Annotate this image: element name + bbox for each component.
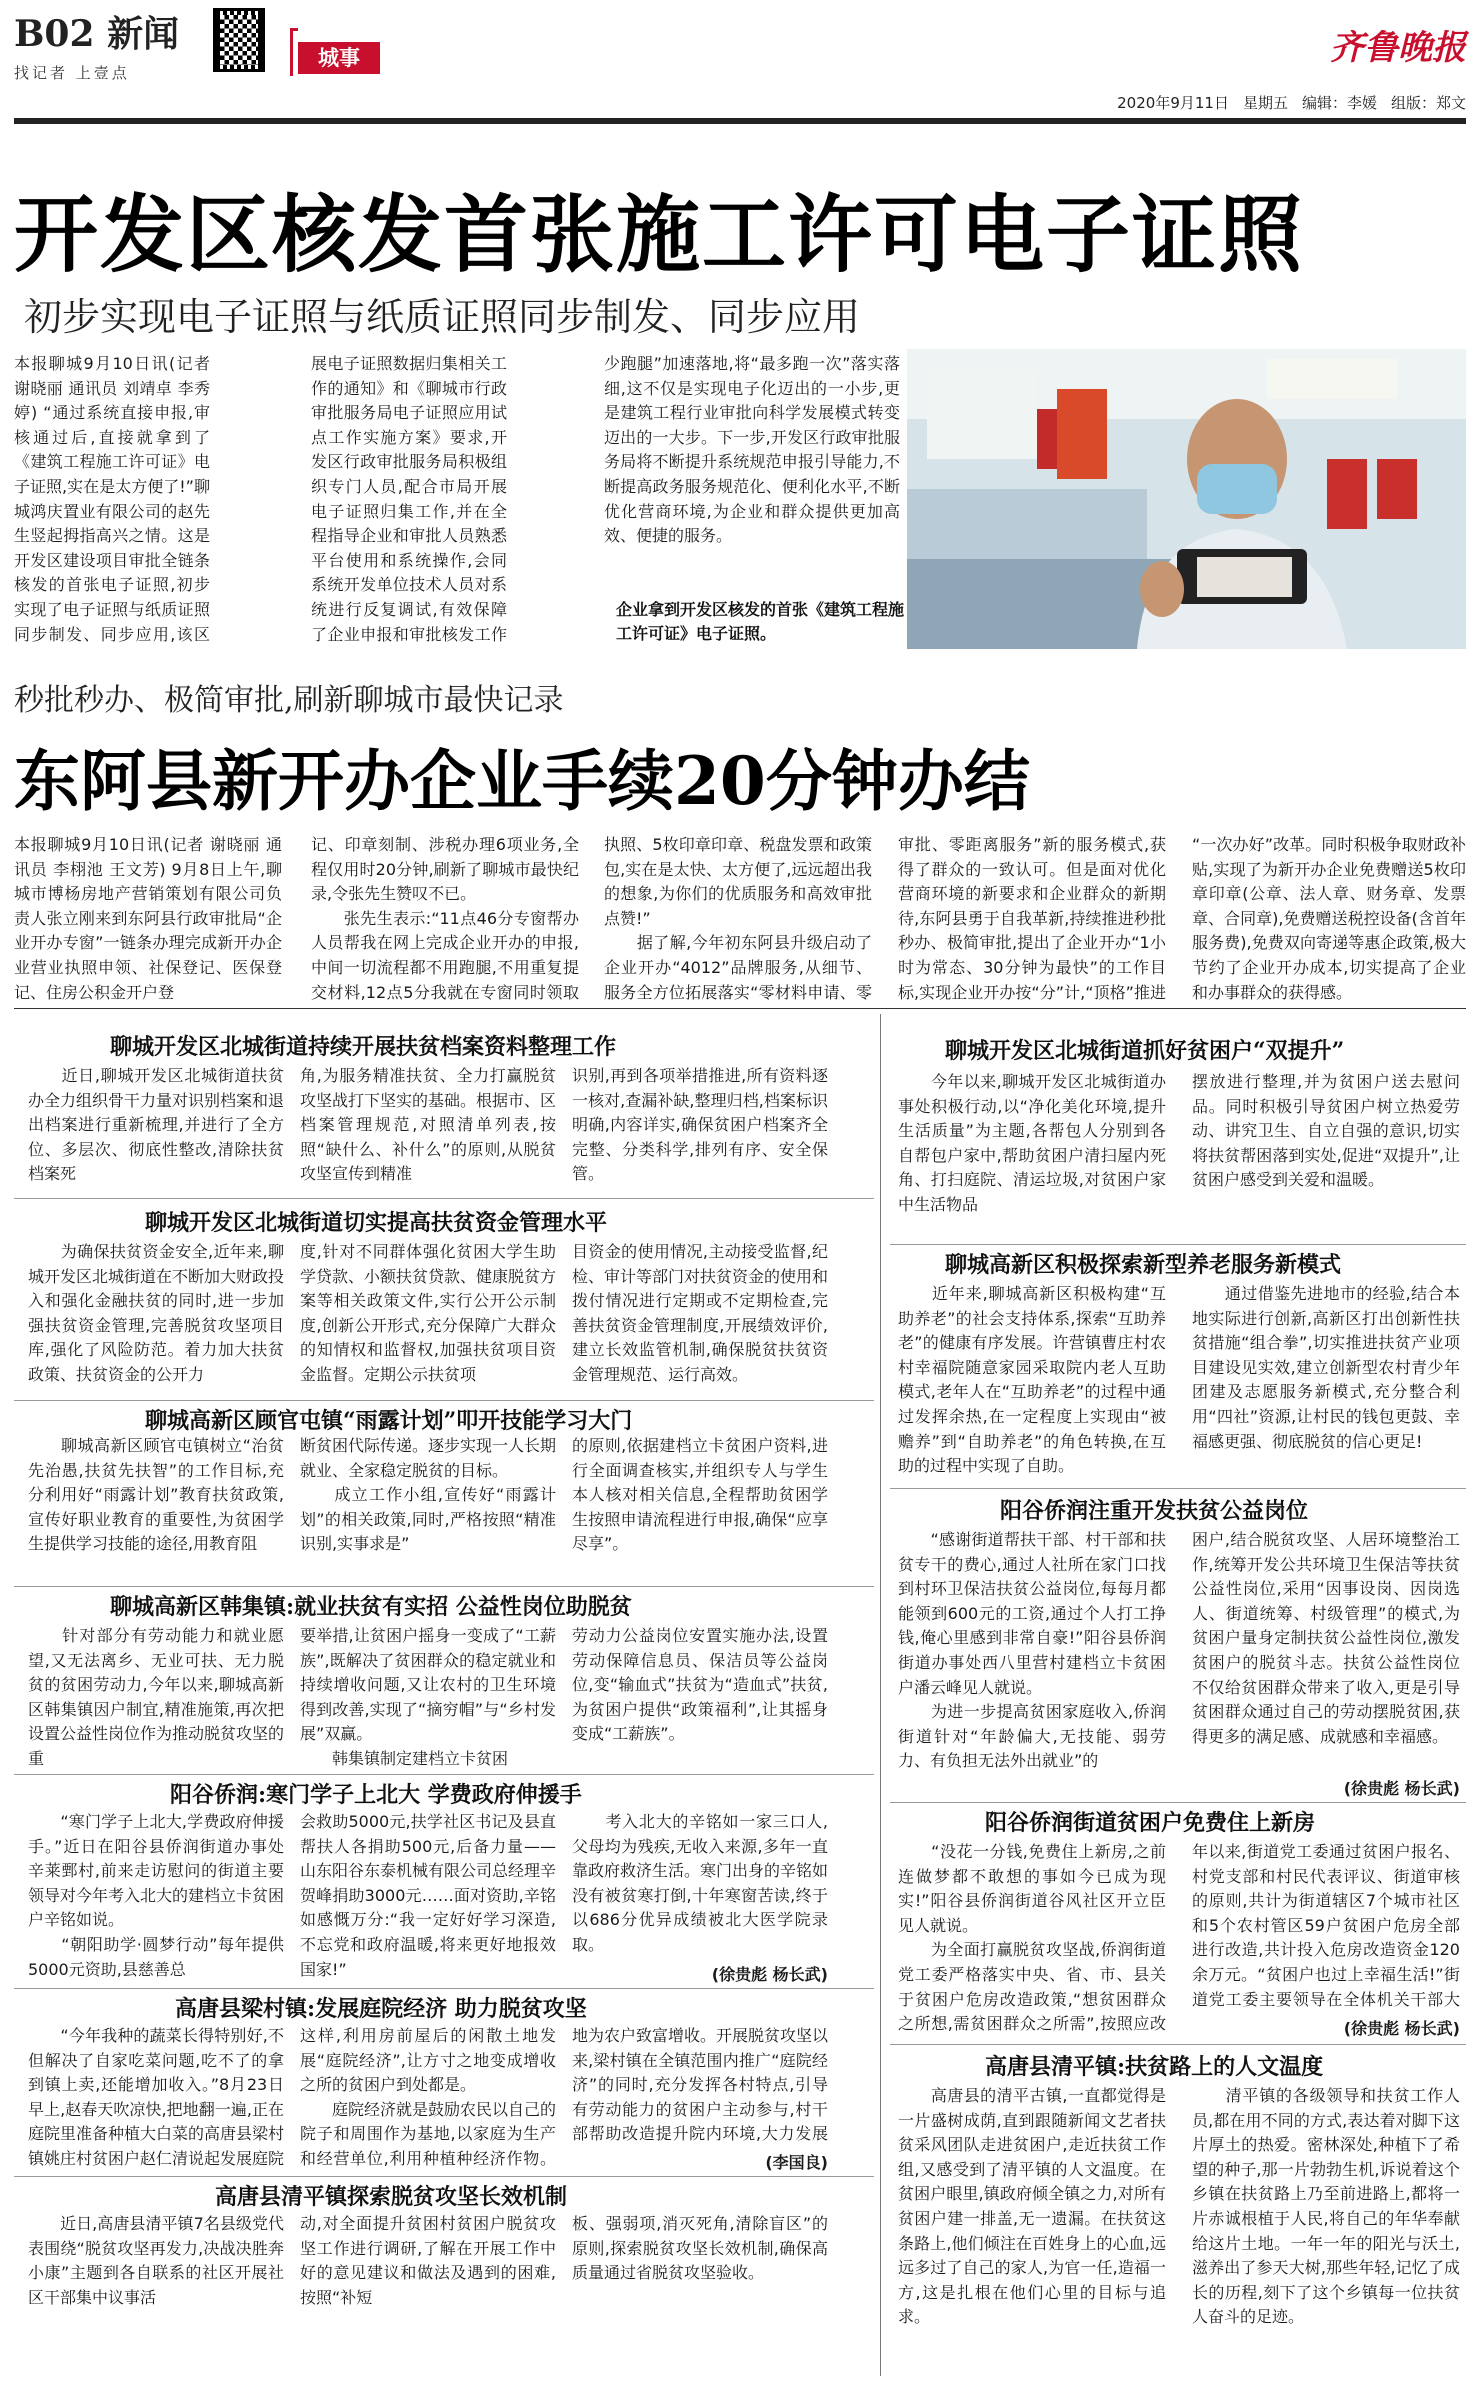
right-item-credit: (徐贵彪 杨长武) (1343, 1779, 1460, 1798)
qr-code[interactable] (213, 8, 265, 72)
byline: 找记者 上壹点 (14, 64, 130, 82)
item-col: 要举措,让贫困户摇身一变成了“工薪族”,既解决了贫困群众的稳定就业和持续增收问题,又让农村的卫生环境得到改善,实现了“摘穷帽”与“乡村发展”双赢。 韩集镇制定建档立卡贫困 (300, 1626, 556, 1768)
section-divider (14, 1008, 1466, 1009)
second-kicker: 秒批秒办、极简审批,刷新聊城市最快记录 (14, 683, 564, 718)
item-divider (14, 1586, 874, 1587)
second-col-5: “一次办好”改革。同时积极争取财政补贴,实现了为新开办企业免费赠送5枚印章印章(公章、法人章、财务章、发票章、合同章),免费赠送税控设备(含首年服务费),免费双向寄递等惠企政策,极大节约了企业开办成本,切实提高了企业和办事群众的获得感。 (1192, 835, 1466, 1002)
right-item-title: 高唐县清平镇:扶贫路上的人文温度 (985, 2054, 1324, 2080)
issue-weekday: 星期五 (1242, 94, 1288, 112)
item-col: 这样,利用房前屋后的闲散土地发展“庭院经济”,让方寸之地变成增收之所的贫困户到处都是。 庭院经济就是鼓励农民以自己的院子和周围作为基地,以家庭为生产和经营单位,利用种植种经济作物。 (300, 2026, 556, 2168)
right-item-col: 近年来,聊城高新区积极构建“互助养老”的社会支持体系,探索“互助养老”的健康有序发展。许营镇曹庄村农村幸福院随意家园采取院内老人互助模式,老年人在“互助养老”的过程中通过发挥余热,在一定程度上实现由“被赡养”到“自助养老”的角色转换,在互助的过程中实现了自助。 (898, 1284, 1166, 1476)
item-credit: (徐贵彪 杨长武) (711, 1965, 828, 1984)
right-item-divider (890, 2044, 1466, 2045)
right-item-col: 年以来,街道党工委通过贫困户报名、村党支部和村民代表评议、街道审核的原则,共计为街道辖区7个城市社区和5个农村管区59户贫困户危房全部进行改造,共计投入危房改造资金120余万元。“贫困户也过上幸福生活!”街道党工委主要领导在全体机关干部大 (1192, 1842, 1460, 2009)
right-item-title: 聊城高新区积极探索新型养老服务新模式 (945, 1252, 1342, 1278)
right-item-col: 今年以来,聊城开发区北城街道办事处积极行动,以“净化美化环境,提升生活质量”为主题,各帮包人分别到各自帮包户家中,帮助贫困户清扫屋内死角、打扫庭院、清运垃圾,对贫困户家中生活物品 (898, 1072, 1166, 1214)
item-col: 动,对全面提升贫困村贫困户脱贫攻坚工作进行调研,了解在开展工作中好的意见建议和做法及遇到的困难,按照“补短 (300, 2214, 556, 2307)
issue-date: 2020年9月11日 (1117, 94, 1229, 112)
right-item-col: “感谢街道帮扶干部、村干部和扶贫专干的费心,通过人社所在家门口找到村环卫保洁扶贫公益岗位,每每月都能领到600元的工资,通过个人打工挣钱,俺心里感到非常自豪!”阳谷县侨润街道办事处西八里营村建档立卡贫困户潘云峰见人就说。 为进一步提高贫困家庭收入,侨润街道针对“年龄偏大,无技能、弱劳力、有负担无法外出就业”的 (898, 1530, 1166, 1771)
item-col: 度,针对不同群体强化贫困大学生助学贷款、小额扶贫贷款、健康脱贫方案等相关政策文件,实行公开公示制度,创新公开形式,充分保障广大群众的知情权和监督权,加强扶贫项目资金监督。定期公示扶贫项 (300, 1242, 556, 1384)
lead-subhead: 初步实现电子证照与纸质证照同步制发、同步应用 (24, 295, 861, 339)
newspaper-logo: 齐鲁晚报 (1330, 28, 1466, 68)
second-col-3: 执照、5枚印章印章、税盘发票和政策包,实在是太快、太方便了,远远超出我的想象,为你们的优质服务和高效审批点赞!” 据了解,今年初东阿县升级启动了企业开办“4012”品牌服务,从细节、服务全方位拓展落实“零材料申请、零 (604, 835, 872, 1002)
right-item-divider (890, 1488, 1466, 1489)
item-col: 目资金的使用情况,主动接受监督,纪检、审计等部门对扶贫资金的使用和拨付情况进行定期或不定期检查,完善扶贫资金管理制度,开展绩效评价,建立长效监管机制,确保脱贫扶贫资金管理规范、运行高效。 (572, 1242, 828, 1384)
item-title: 聊城开发区北城街道持续开展扶贫档案资料整理工作 (110, 1034, 617, 1060)
item-title: 高唐县清平镇探索脱贫攻坚长效机制 (215, 2184, 568, 2210)
item-col: 聊城高新区顾官屯镇树立“治贫先治愚,扶贫先扶智”的工作目标,充分利用好“雨露计划”教育扶贫政策,宣传好职业教育的重要性,为贫困学生提供学习技能的途径,用教育阻 (28, 1436, 284, 1554)
item-col: 的原则,依据建档立卡贫困户资料,进行全面调查核实,并组织专人与学生本人核对相关信息,全程帮助贫困学生按照申请流程进行申报,确保“应享尽享”。 (572, 1436, 828, 1554)
lead-photo (907, 349, 1466, 649)
second-col-4: 审批、零距离服务”新的服务模式,获得了群众的一致认可。但是面对优化营商环境的新要求和企业群众的新期待,东阿县勇于自我革新,持续推进秒批秒办、极简审批,提出了企业开办“1小时为常态、30分钟为最快”的工作目标,实现企业开办按“分”计,“顶格”推进 (898, 835, 1166, 1002)
right-item-title: 阳谷侨润街道贫困户免费住上新房 (985, 1810, 1316, 1836)
right-item-col: 通过借鉴先进地市的经验,结合本地实际进行创新,高新区打出创新性扶贫措施“组合拳”,切实推进扶贫产业项目建设见实效,建立创新型农村青少年团建及志愿服务新模式,充分整合利用“四社”资源,让村民的钱包更鼓、幸福感更强、彻底脱贫的信心更足! (1192, 1284, 1460, 1451)
item-title: 聊城高新区韩集镇:就业扶贫有实招 公益性岗位助脱贫 (110, 1594, 632, 1620)
item-divider (14, 1400, 874, 1401)
item-col: 会救助5000元,扶学社区书记及县直帮扶人各捐助500元,后备力量——山东阳谷东泰机械有限公司总经理辛贺峰捐助3000元……面对资助,辛铭如感慨万分:“我一定好好学习深造,不忘党和政府温暖,将来更好地报效国家!” (300, 1812, 556, 1979)
second-headline: 东阿县新开办企业手续20分钟办结 (14, 742, 1030, 820)
item-col: 角,为服务精准扶贫、全力打赢脱贫攻坚战打下坚实的基础。根据市、区档案管理规范,对照清单列表,按照“缺什么、补什么”的原则,从脱贫攻坚宣传到精准 (300, 1066, 556, 1184)
right-item-title: 阳谷侨润注重开发扶贫公益岗位 (1000, 1498, 1309, 1524)
right-item-divider (890, 1244, 1466, 1245)
right-item-col: 困户,结合脱贫攻坚、人居环境整治工作,统筹开发公共环境卫生保洁等扶贫公益性岗位,采用“因事设岗、因岗选人、街道统筹、村级管理”的模式,为贫困户量身定制扶贫公益性岗位,激发贫困户的脱贫斗志。扶贫公益性岗位不仅给贫困群众带来了收入,更是引导贫困群众通过自己的劳动摆脱贫困,获得更多的满足感、成就感和幸福感。 (1192, 1530, 1460, 1746)
second-col-1: 本报聊城9月10日讯(记者 谢晓丽 通讯员 李栩池 王文芳) 9月8日上午,聊城市博杨房地产营销策划有限公司负责人张立刚来到东阿县行政审批局“企业开办专窗”一链条办理完成新开办企业营业执照申领、社保登记、医保登记、住房公积金开户登 (14, 835, 282, 1002)
column-divider (880, 1014, 881, 2376)
item-col: 为确保扶贫资金安全,近年来,聊城开发区北城街道在不断加大财政投入和强化金融扶贫的同时,进一步加强扶贫资金管理,完善脱贫攻坚项目库,强化了风险防范。着力加大扶贫政策、扶贫资金的公开力 (28, 1242, 284, 1384)
section-name: 新闻 (107, 13, 180, 55)
item-col: “寒门学子上北大,学费政府伸援手。”近日在阳谷县侨润街道办事处辛莱鄄村,前来走访慰问的街道主要领导对今年考入北大的建档立卡贫困户辛铭如说。 “朝阳助学·圆梦行动”每年提供5000元资助,县慈善总 (28, 1812, 284, 1979)
item-col: “今年我种的蔬菜长得特别好,不但解决了自家吃菜问题,吃不了的拿到镇上卖,还能增加收入。”8月23日早上,赵春天吹凉快,把地翻一遍,正在庭院里准备种植大白菜的高唐县梁村镇姚庄村贫困户赵仁清说起发展庭院 (28, 2026, 284, 2168)
right-item-credit: (徐贵彪 杨长武) (1343, 2019, 1460, 2038)
item-credit: (李国良) (765, 2153, 828, 2172)
item-title: 聊城开发区北城街道切实提高扶贫资金管理水平 (145, 1210, 608, 1236)
right-item-col: 高唐县的清平古镇,一直都觉得是一片盛树成荫,直到跟随新闻文艺者扶贫采风团队走进贫困户,走近扶贫工作组,又感受到了清平镇的人文温度。在贫困户眼里,镇政府倾全镇之力,对所有贫困户建一排盖,无一遗漏。在扶贫这条路上,他们倾注在百姓身上的心血,远远多过了自己的家人,为官一任,造福一方,这是扎根在他们心里的目标与追求。 (898, 2086, 1166, 2327)
right-item-col: 清平镇的各级领导和扶贫工作人员,都在用不同的方式,表达着对脚下这片厚土的热爱。密林深处,种植下了希望的种子,那一片勃勃生机,诉说着这个乡镇在扶贫路上乃至前进路上,都将一片赤诚根植于人民,将自己的年华奉献给这片土地。一年一年的阳光与沃土,滋养出了参天大树,那些年轻,记忆了成长的历程,刻下了这个乡镇每一位扶贫人奋斗的足迹。 (1192, 2086, 1460, 2327)
item-col: 断贫困代际传递。逐步实现一人长期就业、全家稳定脱贫的目标。 成立工作小组,宣传好“雨露计划”的相关政策,同时,严格按照“精准识别,实事求是” (300, 1436, 556, 1554)
item-col: 近日,聊城开发区北城街道扶贫办全力组织骨干力量对识别档案和退出档案进行重新梳理,并进行了全方位、多层次、彻底性整改,清除扶贫档案死 (28, 1066, 284, 1184)
item-divider (14, 2176, 874, 2177)
tag-decoration (290, 28, 298, 76)
item-title: 阳谷侨润:寒门学子上北大 学费政府伸援手 (170, 1782, 582, 1808)
item-col: 地为农户致富增收。开展脱贫攻坚以来,梁村镇在全镇范围内推广“庭院经济”的同时,充分发挥各村特点,引导有劳动能力的贫困户主动参与,村干部帮助改造提升院内环境,大力发展 (572, 2026, 828, 2144)
lead-col-3: 少跑腿”加速落地,将“最多跑一次”落实落细,这不仅是实现电子化迈出的一小步,更是建筑工程行业审批向科学发展模式转变迈出的一大步。下一步,开发区行政审批服务局将不断提升系统规范申报引导能力,不断提高政务服务规范化、便利化水平,不断优化营商环境,为企业和群众提供更加高效、便捷的服务。 (604, 354, 900, 546)
issue-info (1103, 92, 1466, 113)
item-col: 针对部分有劳动能力和就业愿望,又无法离乡、无业可扶、无力脱贫的贫困劳动力,今年以来,聊城高新区韩集镇因户制宜,精准施策,再次把设置公益性岗位作为推动脱贫攻坚的重 (28, 1626, 284, 1768)
page-number: B02 新闻 (14, 13, 180, 55)
right-item-divider (890, 1802, 1466, 1803)
item-divider (14, 1988, 874, 1989)
item-col: 劳动力公益岗位安置实施办法,设置劳动保障信息员、保洁员等公益岗位,变“输血式”扶贫为“造血式”扶贫,为贫困户提供“政策福利”,让其摇身变成“工薪族”。 (572, 1626, 828, 1744)
item-divider (14, 1198, 874, 1199)
lead-headline: 开发区核发首张施工许可电子证照 (14, 185, 1305, 284)
item-col: 识别,再到各项举措推进,所有资料逐一核对,查漏补缺,整理归档,档案标识明确,内容详实,确保贫困户档案齐全完整、分类科学,排列有序、安全保管。 (572, 1066, 828, 1184)
lead-col-2: 展电子证照数据归集相关工作的通知》和《聊城市行政审批服务局电子证照应用试点工作实施方案》要求,开发区行政审批服务局积极组织专门人员,配合市局开展电子证照归集工作,并在全程指导企业和审批人员熟悉平台使用和系统操作,会同系统开发单位技术人员对系统进行反复调试,有效保障了企业申报和审批核发工作 (311, 354, 507, 644)
section-tag: 城事 (298, 42, 380, 74)
item-title: 聊城高新区顾官屯镇“雨露计划”叩开技能学习大门 (145, 1408, 633, 1434)
lead-col-1: 本报聊城9月10日讯(记者 谢晓丽 通讯员 刘靖卓 李秀婷) “通过系统直接申报,审核通过后,直接就拿到了《建筑工程施工许可证》电子证照,实在是太方便了!”聊城鸿庆置业有限公司的赵先生竖起拇指高兴之情。这是开发区建设项目审批全链条核发的首张电子证照,初步实现了电子证照与纸质证照同步制发、同步应用,该区 (14, 354, 210, 644)
right-item-title: 聊城开发区北城街道抓好贫困户“双提升” (945, 1038, 1345, 1064)
item-col: 近日,高唐县清平镇7名县级党代表围绕“脱贫攻坚再发力,决战决胜奔小康”主题到各自联系的社区开展社区干部集中议事活 (28, 2214, 284, 2307)
item-divider (14, 1774, 874, 1775)
item-col: 板、强弱项,消灭死角,清除盲区”的原则,探索脱贫攻坚长效机制,确保高质量通过省脱贫攻坚验收。 (572, 2214, 828, 2283)
designer-credit: 组版：郑文 (1390, 94, 1466, 112)
photo-caption: 企业拿到开发区核发的首张《建筑工程施工许可证》电子证照。 (616, 600, 905, 643)
header-rule (14, 118, 1466, 124)
second-col-2: 记、印章刻制、涉税办理6项业务,全程仅用时20分钟,刷新了聊城市最快纪录,令张先生赞叹不已。 张先生表示:“11点46分专窗帮办人员帮我在网上完成企业开办的申报,中间一切流程都不用跑腿,不用重复提交材料,12点5分我就在专窗同时领取 (311, 835, 579, 1002)
item-title: 高唐县梁村镇:发展庭院经济 助力脱贫攻坚 (175, 1996, 587, 2022)
right-item-col: “没花一分钱,免费住上新房,之前连做梦都不敢想的事如今已成为现实!”阳谷县侨润街道谷风社区开立臣见人就说。 为全面打赢脱贫攻坚战,侨润街道党工委严格落实中央、省、市、县关于贫困户危房改造政策,“想贫困群众之所想,需贫困群众之所需”,按照应改 (898, 1842, 1166, 2034)
right-item-col: 摆放进行整理,并为贫困户送去慰问品。同时积极引导贫困户树立热爱劳动、讲究卫生、自立自强的意识,切实将扶贫帮困落到实处,促进“双提升”,让贫困户感受到关爱和温暖。 (1192, 1072, 1460, 1190)
item-col: 考入北大的辛铭如一家三口人,父母均为残疾,无收入来源,多年一直靠政府救济生活。寒门出身的辛铭如没有被贫寒打倒,十年寒窗苦读,终于以686分优异成绩被北大医学院录取。 (572, 1812, 828, 1954)
editor-credit: 编辑：李媛 (1301, 94, 1377, 112)
